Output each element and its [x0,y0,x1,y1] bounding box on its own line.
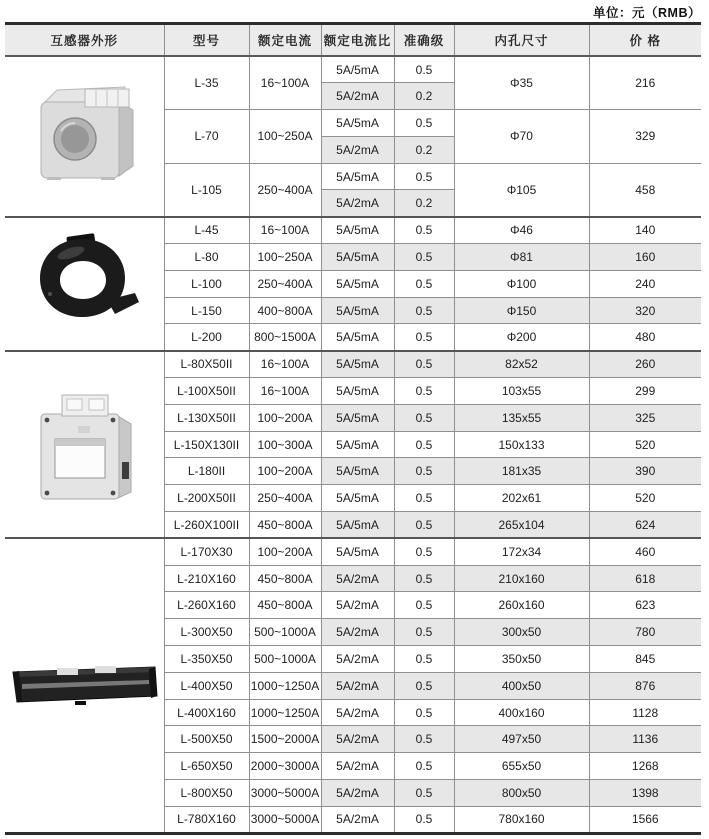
frame-ct-photo [28,382,140,504]
price-cell: 160 [589,244,701,271]
price-cell: 299 [589,378,701,405]
current-cell: 500~1000A [249,646,321,673]
price-cell: 390 [589,458,701,485]
ratio-cell: 5A/5mA [321,217,394,244]
table-row [5,351,701,378]
header-row [5,24,701,57]
hole-cell: 400x50 [454,672,589,699]
model-cell: L-260X160 [164,592,249,619]
accuracy-cell: 0.5 [394,270,454,297]
accuracy-cell: 0.5 [394,485,454,512]
hole-cell: 202x61 [454,485,589,512]
accuracy-cell: 0.5 [394,297,454,324]
ratio-cell: 5A/5mA [321,512,394,539]
current-cell: 250~400A [249,485,321,512]
model-cell: L-45 [164,217,249,244]
price-cell: 618 [589,565,701,592]
square-ct-photo [23,76,145,194]
model-cell: L-200 [164,324,249,351]
hole-cell: Φ81 [454,244,589,271]
price-cell: 1566 [589,806,701,833]
model-cell: L-150 [164,297,249,324]
price-cell: 325 [589,404,701,431]
column-header: 价 格 [589,24,701,57]
model-cell: L-180II [164,458,249,485]
accuracy-cell: 0.5 [394,753,454,780]
hole-cell: 172x34 [454,538,589,565]
hole-cell: 265x104 [454,512,589,539]
toroid-ct-photo [25,232,143,332]
ratio-cell: 5A/5mA [321,351,394,378]
appearance-cell [5,217,164,351]
ratio-cell: 5A/5mA [321,404,394,431]
current-cell: 450~800A [249,592,321,619]
hole-cell: 135x55 [454,404,589,431]
price-cell: 876 [589,672,701,699]
model-cell: L-400X160 [164,699,249,726]
ratio-cell: 5A/5mA [321,110,394,137]
price-cell: 260 [589,351,701,378]
model-cell: L-210X160 [164,565,249,592]
ratio-cell: 5A/2mA [321,699,394,726]
model-cell: L-130X50II [164,404,249,431]
model-cell: L-500X50 [164,726,249,753]
table-row [5,217,701,244]
price-cell: 240 [589,270,701,297]
ratio-cell: 5A/2mA [321,753,394,780]
price-cell: 780 [589,619,701,646]
accuracy-cell: 0.5 [394,324,454,351]
accuracy-cell: 0.5 [394,163,454,190]
hole-cell: 350x50 [454,646,589,673]
price-cell: 623 [589,592,701,619]
accuracy-cell: 0.5 [394,619,454,646]
current-cell: 450~800A [249,512,321,539]
price-cell: 140 [589,217,701,244]
ratio-cell: 5A/2mA [321,806,394,833]
hole-cell: 800x50 [454,780,589,807]
price-cell: 845 [589,646,701,673]
price-cell: 1268 [589,753,701,780]
hole-cell: 655x50 [454,753,589,780]
current-cell: 500~1000A [249,619,321,646]
ratio-cell: 5A/2mA [321,726,394,753]
price-cell: 520 [589,431,701,458]
accuracy-cell: 0.5 [394,565,454,592]
hole-cell: 210x160 [454,565,589,592]
ratio-cell: 5A/5mA [321,485,394,512]
current-cell: 16~100A [249,351,321,378]
model-cell: L-170X30 [164,538,249,565]
current-cell: 16~100A [249,56,321,110]
model-cell: L-400X50 [164,672,249,699]
model-cell: L-35 [164,56,249,110]
model-cell: L-70 [164,110,249,164]
model-cell: L-300X50 [164,619,249,646]
table-row [5,56,701,83]
accuracy-cell: 0.5 [394,699,454,726]
table-body [5,56,701,833]
hole-cell: Φ70 [454,110,589,164]
hole-cell: 300x50 [454,619,589,646]
column-header: 额定电流 [249,24,321,57]
accuracy-cell: 0.5 [394,431,454,458]
current-cell: 800~1500A [249,324,321,351]
current-cell: 3000~5000A [249,806,321,833]
accuracy-cell: 0.5 [394,512,454,539]
price-cell: 458 [589,163,701,217]
hole-cell: 260x160 [454,592,589,619]
ratio-cell: 5A/5mA [321,163,394,190]
accuracy-cell: 0.5 [394,110,454,137]
price-cell: 480 [589,324,701,351]
accuracy-cell: 0.5 [394,672,454,699]
table-row [5,538,701,565]
ratio-cell: 5A/2mA [321,619,394,646]
accuracy-cell: 0.5 [394,806,454,833]
accuracy-cell: 0.2 [394,136,454,163]
ratio-cell: 5A/2mA [321,780,394,807]
price-cell: 520 [589,485,701,512]
model-cell: L-650X50 [164,753,249,780]
current-cell: 100~200A [249,538,321,565]
current-cell: 1000~1250A [249,699,321,726]
price-cell: 216 [589,56,701,110]
current-cell: 1500~2000A [249,726,321,753]
column-header: 准确级 [394,24,454,57]
model-cell: L-260X100II [164,512,249,539]
ratio-cell: 5A/2mA [321,190,394,217]
price-cell: 624 [589,512,701,539]
accuracy-cell: 0.5 [394,726,454,753]
price-cell: 329 [589,110,701,164]
busbar-ct-photo [9,655,159,713]
current-cell: 400~800A [249,297,321,324]
price-cell: 1128 [589,699,701,726]
hole-cell: 181x35 [454,458,589,485]
price-cell: 320 [589,297,701,324]
price-cell: 1398 [589,780,701,807]
ratio-cell: 5A/2mA [321,646,394,673]
unit-label: 单位：元（RMB） [593,6,701,20]
accuracy-cell: 0.5 [394,244,454,271]
accuracy-cell: 0.5 [394,404,454,431]
accuracy-cell: 0.5 [394,217,454,244]
ratio-cell: 5A/5mA [321,270,394,297]
hole-cell: 780x160 [454,806,589,833]
ratio-cell: 5A/5mA [321,56,394,83]
ratio-cell: 5A/2mA [321,565,394,592]
ratio-cell: 5A/5mA [321,378,394,405]
ratio-cell: 5A/2mA [321,672,394,699]
model-cell: L-150X130II [164,431,249,458]
appearance-cell [5,351,164,539]
hole-cell: 497x50 [454,726,589,753]
current-cell: 450~800A [249,565,321,592]
hole-cell: 400x160 [454,699,589,726]
accuracy-cell: 0.5 [394,538,454,565]
ratio-cell: 5A/2mA [321,136,394,163]
hole-cell: Φ150 [454,297,589,324]
table-header [5,24,701,57]
hole-cell: Φ46 [454,217,589,244]
column-header: 内孔尺寸 [454,24,589,57]
accuracy-cell: 0.5 [394,458,454,485]
hole-cell: 103x55 [454,378,589,405]
ratio-cell: 5A/2mA [321,592,394,619]
current-cell: 100~300A [249,431,321,458]
current-cell: 3000~5000A [249,780,321,807]
current-cell: 2000~3000A [249,753,321,780]
accuracy-cell: 0.5 [394,780,454,807]
ratio-cell: 5A/5mA [321,324,394,351]
current-cell: 250~400A [249,163,321,217]
hole-cell: 82x52 [454,351,589,378]
hole-cell: 150x133 [454,431,589,458]
accuracy-cell: 0.5 [394,378,454,405]
ratio-cell: 5A/5mA [321,538,394,565]
price-cell: 1136 [589,726,701,753]
current-cell: 250~400A [249,270,321,297]
model-cell: L-350X50 [164,646,249,673]
model-cell: L-100X50II [164,378,249,405]
hole-cell: Φ105 [454,163,589,217]
model-cell: L-100 [164,270,249,297]
hole-cell: Φ200 [454,324,589,351]
current-cell: 16~100A [249,378,321,405]
current-cell: 100~250A [249,110,321,164]
ratio-cell: 5A/2mA [321,83,394,110]
ratio-cell: 5A/5mA [321,458,394,485]
hole-cell: Φ100 [454,270,589,297]
accuracy-cell: 0.5 [394,351,454,378]
price-table [5,22,701,835]
model-cell: L-80 [164,244,249,271]
ratio-cell: 5A/5mA [321,244,394,271]
accuracy-cell: 0.5 [394,592,454,619]
column-header: 互感器外形 [5,24,164,57]
current-cell: 100~250A [249,244,321,271]
model-cell: L-105 [164,163,249,217]
model-cell: L-780X160 [164,806,249,833]
appearance-cell [5,538,164,833]
model-cell: L-800X50 [164,780,249,807]
accuracy-cell: 0.2 [394,190,454,217]
column-header: 额定电流比 [321,24,394,57]
hole-cell: Φ35 [454,56,589,110]
ratio-cell: 5A/5mA [321,431,394,458]
current-cell: 1000~1250A [249,672,321,699]
appearance-cell [5,56,164,217]
column-header: 型号 [164,24,249,57]
accuracy-cell: 0.5 [394,646,454,673]
model-cell: L-200X50II [164,485,249,512]
current-cell: 16~100A [249,217,321,244]
accuracy-cell: 0.2 [394,83,454,110]
current-cell: 100~200A [249,404,321,431]
price-cell: 460 [589,538,701,565]
ratio-cell: 5A/5mA [321,297,394,324]
accuracy-cell: 0.5 [394,56,454,83]
model-cell: L-80X50II [164,351,249,378]
current-cell: 100~200A [249,458,321,485]
